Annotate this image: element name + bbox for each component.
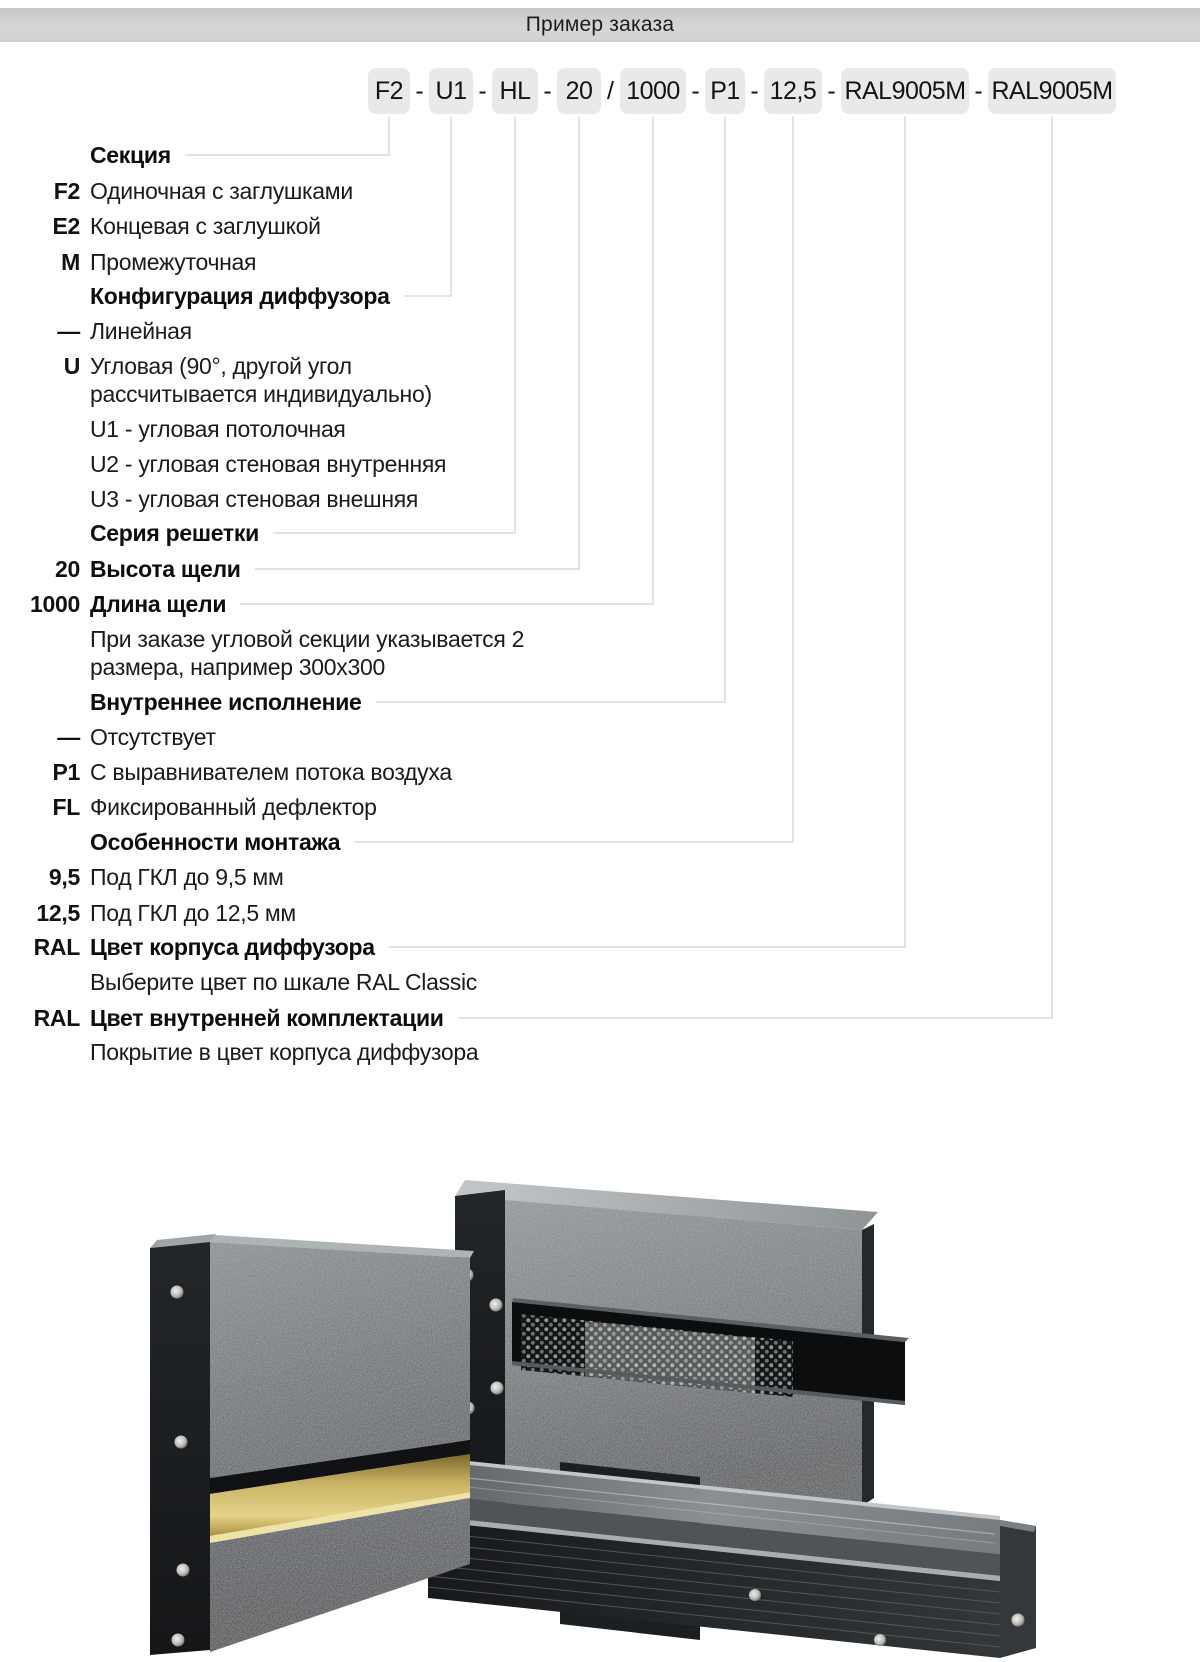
code-segment-slot-height: 20 <box>557 68 601 114</box>
legend-text: Серия решетки <box>90 520 273 547</box>
legend-row <box>0 896 310 930</box>
legend-row <box>0 516 273 550</box>
code-segment-section: F2 <box>368 68 410 114</box>
legend-text: Конфигурация диффузора <box>90 283 404 310</box>
legend-text: Выберите цвет по шкале RAL Classic <box>90 969 491 996</box>
legend-text: Цвет внутренней комплектации <box>90 1005 458 1032</box>
legend-row <box>0 755 466 789</box>
legend-text: Высота щели <box>90 556 255 583</box>
legend-row <box>0 1035 492 1069</box>
code-separator: - <box>478 76 487 105</box>
legend-code: 20 <box>0 556 80 583</box>
code-segment-inner-design: P1 <box>705 68 745 114</box>
legend-row <box>0 552 255 586</box>
legend-row <box>0 412 360 446</box>
legend-code: U <box>0 353 80 380</box>
legend-text: Концевая с заглушкой <box>90 213 335 240</box>
legend-row <box>0 447 460 481</box>
legend-text: U2 - угловая стеновая внутренняя <box>90 451 460 478</box>
legend-code: RAL <box>0 934 80 961</box>
legend-row <box>0 174 367 208</box>
legend-text: При заказе угловой секции указывается 2 <box>90 626 538 653</box>
legend-text: Внутреннее исполнение <box>90 689 376 716</box>
code-separator: - <box>974 76 983 105</box>
legend-text: Под ГКЛ до 9,5 мм <box>90 864 297 891</box>
legend-code: — <box>0 724 80 751</box>
code-separator: - <box>750 76 759 105</box>
code-separator-slash: / <box>607 76 614 105</box>
legend-code: RAL <box>0 1005 80 1032</box>
legend-row <box>0 685 376 719</box>
legend-row <box>0 314 206 348</box>
legend-text: Цвет корпуса диффузора <box>90 934 389 961</box>
code-separator: - <box>691 76 700 105</box>
diffuser-photo-illustration <box>130 1102 1070 1662</box>
page-title: Пример заказа <box>525 13 675 36</box>
header-bar <box>0 8 1200 42</box>
legend-row <box>0 790 391 824</box>
legend-text: Линейная <box>90 318 206 345</box>
legend-row <box>0 209 335 243</box>
legend-code: F2 <box>0 178 80 205</box>
legend-text: размера, например 300х300 <box>90 654 399 681</box>
legend-row <box>0 965 491 999</box>
legend-code: P1 <box>0 759 80 786</box>
code-segment-mounting: 12,5 <box>764 68 822 114</box>
legend-code: 1000 <box>0 591 80 618</box>
code-segment-configuration: U1 <box>429 68 473 114</box>
legend-row <box>0 650 399 684</box>
legend-row <box>0 720 230 754</box>
legend-code: 12,5 <box>0 900 80 927</box>
legend-row <box>0 860 297 894</box>
legend-row <box>0 587 240 621</box>
legend-row <box>0 1001 458 1035</box>
code-separator: - <box>827 76 836 105</box>
legend-text: Длина щели <box>90 591 240 618</box>
legend-text: Секция <box>90 142 185 169</box>
legend-text: Отсутствует <box>90 724 230 751</box>
legend-row <box>0 279 404 313</box>
legend-row <box>0 825 354 859</box>
code-segment-inner-color: RAL9005M <box>988 68 1116 114</box>
legend-code: M <box>0 249 80 276</box>
legend-text: Угловая (90°, другой угол <box>90 353 366 380</box>
legend-text: Под ГКЛ до 12,5 мм <box>90 900 310 927</box>
code-segment-slot-length: 1000 <box>620 68 686 114</box>
legend-row <box>0 377 446 411</box>
legend-text: рассчитывается индивидуально) <box>90 381 446 408</box>
legend-code: FL <box>0 794 80 821</box>
legend-text: С выравнивателем потока воздуха <box>90 759 466 786</box>
legend-text: Покрытие в цвет корпуса диффузора <box>90 1039 492 1066</box>
legend-code: — <box>0 318 80 345</box>
legend-text: Одиночная с заглушками <box>90 178 367 205</box>
legend-code: 9,5 <box>0 864 80 891</box>
legend-row <box>0 138 185 172</box>
code-separator: - <box>543 76 552 105</box>
legend-text: U3 - угловая стеновая внешняя <box>90 486 432 513</box>
code-segment-series: HL <box>492 68 538 114</box>
product-photo <box>130 1102 1070 1662</box>
legend-text: Промежуточная <box>90 249 270 276</box>
legend-text: Фиксированный дефлектор <box>90 794 391 821</box>
code-separator: - <box>415 76 424 105</box>
code-segment-body-color: RAL9005M <box>841 68 969 114</box>
legend-row <box>0 930 389 964</box>
legend-code: E2 <box>0 213 80 240</box>
left-diffuser-section <box>150 1234 474 1655</box>
legend-text: U1 - угловая потолочная <box>90 416 360 443</box>
legend-text: Особенности монтажа <box>90 829 354 856</box>
legend-row <box>0 245 270 279</box>
legend-row <box>0 482 432 516</box>
